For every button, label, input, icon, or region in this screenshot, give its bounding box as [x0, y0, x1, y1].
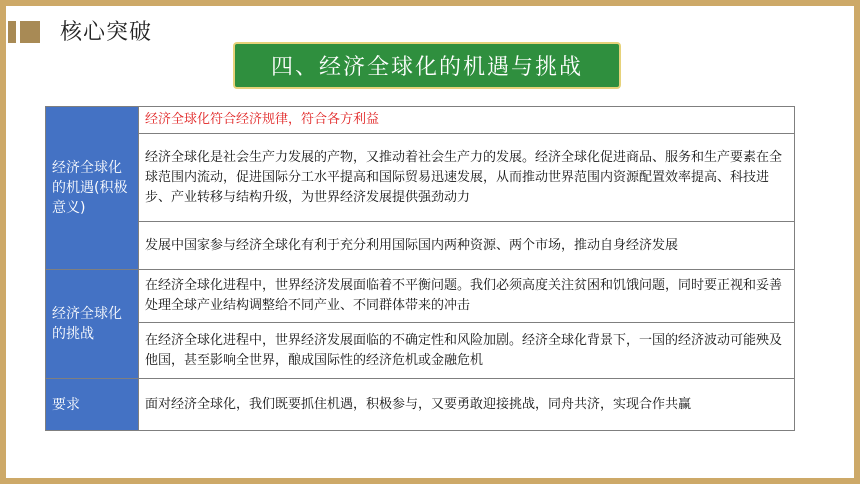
- category-requirement: 要求: [46, 379, 139, 431]
- table-row: [46, 323, 795, 379]
- opportunity-item-3: 发展中国家参与经济全球化有利于充分利用国际国内两种资源、两个市场，推动自身经济发展: [139, 222, 795, 270]
- challenge-item-1: 在经济全球化进程中，世界经济发展面临着不平衡问题。我们必须高度关注贫困和饥饿问题，同时要正视和妥善处理全球产业结构调整给不同产业、不同群体带来的冲击: [139, 270, 795, 323]
- requirement-item-1: 面对经济全球化，我们既要抓住机遇，积极参与，又要勇敢迎接挑战，同舟共济，实现合作共赢: [139, 379, 795, 431]
- opportunity-item-1: 经济全球化符合经济规律，符合各方利益: [139, 107, 795, 134]
- table-row: [46, 379, 795, 431]
- category-opportunity: 经济全球化的机遇(积极意义): [46, 107, 139, 270]
- content-table: [45, 106, 795, 431]
- banner-title: 四、经济全球化的机遇与挑战: [233, 42, 621, 89]
- section-title: 核心突破: [60, 20, 153, 45]
- table-row: [46, 134, 795, 222]
- table-row: [46, 270, 795, 323]
- title-bar-small: [8, 21, 16, 43]
- opportunity-item-2: 经济全球化是社会生产力发展的产物，又推动着社会生产力的发展。经济全球化促进商品、服务和生产要素在全球范围内流动，促进国际分工水平提高和国际贸易迅速发展，从而推动世界范围内资源配置效率提高、科技进步、产业转移与结构升级，为世界经济发展提供强劲动力: [139, 134, 795, 222]
- title-bar-large: [20, 21, 40, 43]
- table-row: [46, 107, 795, 134]
- table-row: [46, 222, 795, 270]
- category-challenge: 经济全球化的挑战: [46, 270, 139, 379]
- challenge-item-2: 在经济全球化进程中，世界经济发展面临的不确定性和风险加剧。经济全球化背景下，一国的经济波动可能殃及他国，甚至影响全世界，酿成国际性的经济危机或金融危机: [139, 323, 795, 379]
